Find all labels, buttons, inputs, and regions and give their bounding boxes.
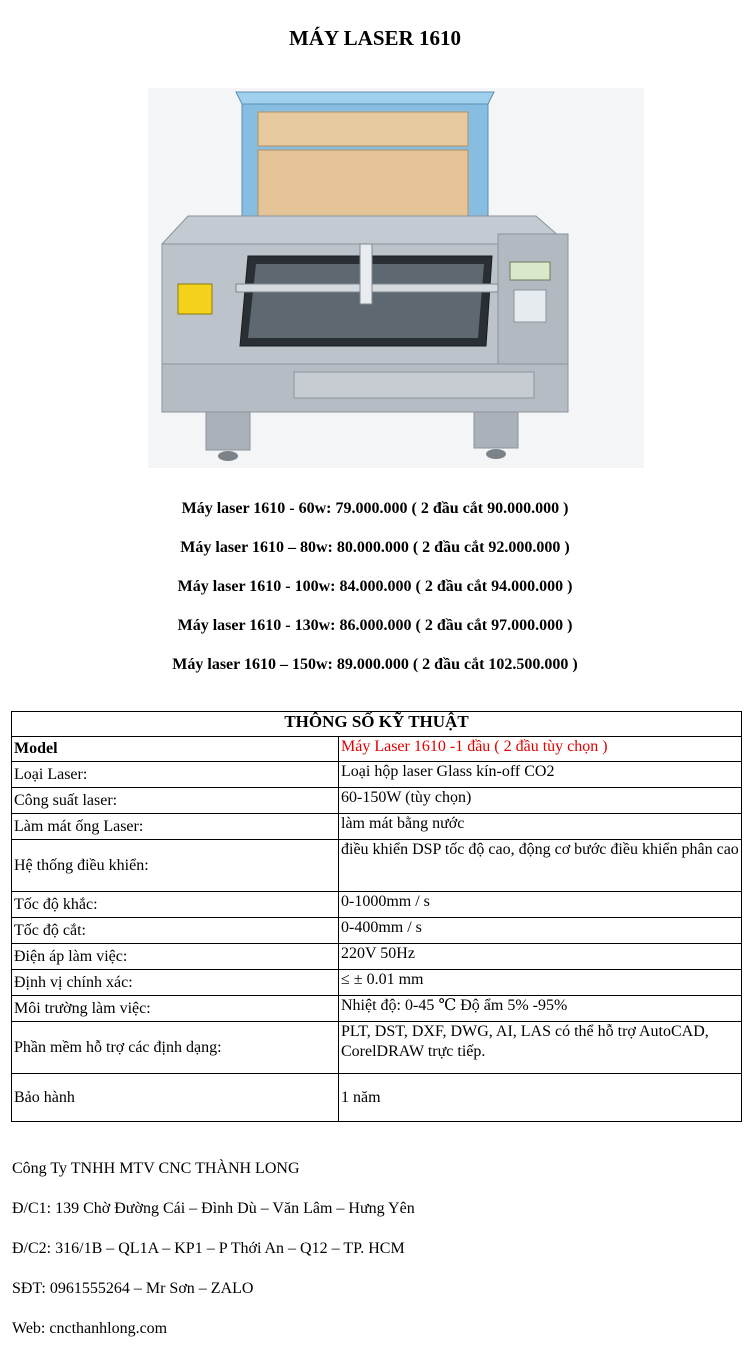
spec-value: 60-150W (tùy chọn) [339,788,742,814]
spec-label: Làm mát ống Laser: [12,814,339,840]
laser-machine-photo [118,84,644,476]
spec-value: ≤ ± 0.01 mm [339,970,742,996]
spec-value: điều khiển DSP tốc độ cao, động cơ bước điều khiển phân cao [339,840,742,892]
spec-label: Định vị chính xác: [12,970,339,996]
spec-value: làm mát bằng nước [339,814,742,840]
spec-value: 1 năm [339,1074,742,1122]
lid-top-edge [236,92,494,104]
page-title: MÁY LASER 1610 [289,26,461,50]
spec-value: Nhiệt độ: 0-45 ℃ Độ ẩm 5% -95% [339,996,742,1022]
table-row [12,762,742,788]
price-list [0,500,750,695]
spec-table [11,711,742,1122]
spec-value: 0-400mm / s [339,918,742,944]
spec-label: Tốc độ cắt: [12,918,339,944]
table-row [12,918,742,944]
foot-left-icon [218,451,238,461]
table-row [12,996,742,1022]
phone: SĐT: 0961555264 – Mr Sơn – ZALO [12,1280,254,1297]
leg-right [474,412,518,448]
spec-label: Tốc độ khắc: [12,892,339,918]
spec-value: 220V 50Hz [339,944,742,970]
spec-label: Loại Laser: [12,762,339,788]
control-label-icon [514,290,546,322]
base-drawer [294,372,534,398]
spec-value: PLT, DST, DXF, DWG, AI, LAS có thể hỗ trợ AutoCAD, CorelDRAW trực tiếp. [339,1022,742,1074]
website: Web: cncthanhlong.com [12,1320,168,1337]
leg-left [206,412,250,450]
table-row [12,737,742,762]
price-item: Máy laser 1610 – 150w: 89.000.000 ( 2 đầu cắt 102.500.000 ) [172,656,578,673]
table-row [12,788,742,814]
spec-value: Loại hộp laser Glass kín-off CO2 [339,762,742,788]
spec-label: Model [12,737,339,762]
table-row [12,970,742,996]
spec-value: 0-1000mm / s [339,892,742,918]
laser-head-icon [360,244,372,304]
table-row [12,840,742,892]
spec-label: Hệ thống điều khiển: [12,840,339,892]
price-item: Máy laser 1610 - 130w: 86.000.000 ( 2 đầu cắt 97.000.000 ) [177,617,573,634]
price-item: Máy laser 1610 - 100w: 84.000.000 ( 2 đầu cắt 94.000.000 ) [177,578,573,595]
address-2: Đ/C2: 316/1B – QL1A – KP1 – P Thới An – Q12 – TP. HCM [12,1240,405,1257]
table-row [12,814,742,840]
spec-label: Bảo hành [12,1074,339,1122]
table-row [12,1022,742,1074]
warning-label-icon [178,284,212,314]
spec-label: Điện áp làm việc: [12,944,339,970]
table-row [12,1074,742,1122]
table-row [12,944,742,970]
table-row [12,892,742,918]
price-item: Máy laser 1610 - 60w: 79.000.000 ( 2 đầu cắt 90.000.000 ) [181,500,569,517]
contact-info [12,1160,415,1360]
price-item: Máy laser 1610 – 80w: 80.000.000 ( 2 đầu cắt 92.000.000 ) [180,539,570,556]
foot-right-icon [486,449,506,459]
spec-value: Máy Laser 1610 -1 đầu ( 2 đầu tùy chọn ) [339,737,742,762]
address-1: Đ/C1: 139 Chờ Đường Cái – Đình Dù – Văn Lâm – Hưng Yên [12,1200,415,1217]
control-panel-icon [510,262,550,280]
company-name: Công Ty TNHH MTV CNC THÀNH LONG [12,1160,300,1177]
lid-panel-top [258,112,468,146]
spec-table-header: THÔNG SỐ KỸ THUẬT [12,712,742,737]
spec-label: Công suất laser: [12,788,339,814]
spec-label: Môi trường làm việc: [12,996,339,1022]
spec-label: Phần mềm hỗ trợ các định dạng: [12,1022,339,1074]
